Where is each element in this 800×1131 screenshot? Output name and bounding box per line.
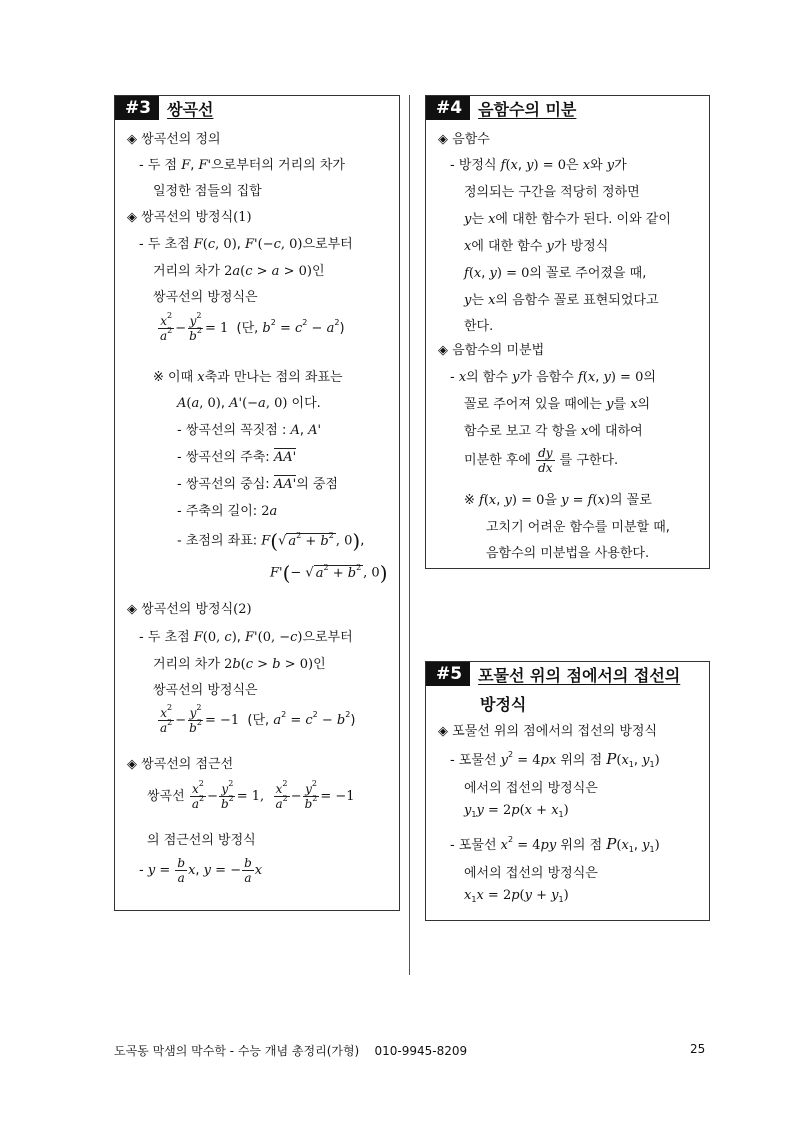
note-1: ※ 이때 x축과 만나는 점의 좌표는 — [153, 370, 343, 385]
section-hyperbola — [114, 95, 400, 911]
note-line-3: 음함수의 미분법을 사용한다. — [486, 546, 650, 561]
implicit-line-5: f(x, y) = 0의 꼴로 주어졌을 때, — [464, 266, 647, 281]
section-header — [426, 96, 576, 120]
column-divider — [409, 95, 410, 975]
method-line-3: 함수로 보고 각 항을 x에 대하여 — [464, 424, 643, 439]
section-number: #5 — [426, 662, 470, 686]
section-header — [115, 96, 213, 120]
def-line-1: - 두 점 F, F'으로부터의 거리의 차가 — [139, 158, 345, 173]
asymptote-line-3: - y = $\frac{b}{a}$ x, y = − $\frac{b}{a}$ x — [139, 856, 263, 885]
section-title-line-1: 포물선 위의 점에서의 접선의 — [478, 665, 681, 685]
implicit-line-2: 정의되는 구간을 적당히 정하면 — [464, 185, 640, 200]
def-heading: ◈ 쌍곡선의 정의 — [127, 132, 221, 147]
tangent-a-line-2: 에서의 접선의 방정식은 — [464, 781, 598, 796]
section-number: #4 — [426, 96, 470, 120]
eq1-line-3: 쌍곡선의 방정식은 — [153, 290, 258, 305]
eq2-line-3: 쌍곡선의 방정식은 — [153, 683, 258, 698]
implicit-heading: ◈ 음함수 — [438, 132, 490, 147]
tangent-b-line-1: - 포물선 $x^2 = 4py$ 위의 점 $P(x_1$, $y_1$) — [450, 835, 660, 854]
section-implicit-differentiation — [425, 95, 710, 569]
method-line-4: 미분한 후에 $\frac{dy}{dx}$ 를 구한다. — [464, 446, 619, 475]
eq2-formula: $\frac{x^2}{a^2}$ − $\frac{y^2}{b^2}$ = −1 (단, $a^2 = c^2 - b^2$) — [160, 703, 356, 735]
eq2-line-1: - 두 초점 F(0, c), F'(0, −c)으로부터 — [139, 630, 353, 645]
note-1-points: A(a, 0), A'(−a, 0) 이다. — [177, 396, 321, 411]
note-line-1: ※ f(x, y) = 0을 y = f(x)의 꼴로 — [464, 493, 652, 508]
tangent-b-line-2: 에서의 접선의 방정식은 — [464, 866, 598, 881]
focus-line-2: F'(− √ $a^2 + b^2$ , 0) — [270, 561, 388, 585]
asymptote-line-2: 의 점근선의 방정식 — [147, 833, 256, 848]
eq1-line-1: - 두 초점 F(c, 0), F'(−c, 0)으로부터 — [139, 237, 353, 252]
axis-line: - 쌍곡선의 주축: AA' — [177, 450, 297, 465]
tangent-heading: ◈ 포물선 위의 점에서의 접선의 방정식 — [438, 724, 658, 739]
footer-text: 도곡동 막샘의 막수학 - 수능 개념 총정리(가형) 010-9945-8209 — [114, 1044, 468, 1058]
tangent-b-line-3: $x_1x = 2p(y + y_1)$ — [464, 888, 569, 904]
eq2-line-2: 거리의 차가 2b(c > b > 0)인 — [153, 657, 326, 672]
eq2-heading: ◈ 쌍곡선의 방정식(2) — [127, 602, 252, 617]
focus-line-1: - 초점의 좌표: F(√ $a^2 + b^2$ , 0), — [177, 529, 365, 553]
section-number: #3 — [115, 96, 159, 120]
implicit-method-heading: ◈ 음함수의 미분법 — [438, 343, 545, 358]
page-number: 25 — [690, 1042, 706, 1056]
eq1-heading: ◈ 쌍곡선의 방정식(1) — [127, 210, 252, 225]
section-parabola-tangent — [425, 661, 710, 921]
tangent-a-line-1: - 포물선 $y^2 = 4px$ 위의 점 $P(x_1$, $y_1$) — [450, 750, 660, 769]
section-header — [426, 662, 680, 686]
implicit-line-4: x에 대한 함수 y가 방정식 — [464, 239, 609, 254]
eq1-line-2: 거리의 차가 2a(c > a > 0)인 — [153, 264, 325, 279]
vertex-line: - 쌍곡선의 꼭짓점 : A, A' — [177, 423, 322, 438]
implicit-line-6: y는 x의 음함수 꼴로 표현되었다고 — [464, 293, 659, 308]
note-line-2: 고치기 어려운 함수를 미분할 때, — [486, 520, 670, 535]
section-title: 음함수의 미분 — [478, 99, 577, 119]
asymptote-heading: ◈ 쌍곡선의 점근선 — [127, 757, 234, 772]
tangent-a-line-3: $y_1y = 2p(x + x_1)$ — [464, 803, 569, 819]
axis-length-line: - 주축의 길이: 2a — [177, 504, 278, 519]
asymptote-line-1: 쌍곡선 $\frac{x^2}{a^2}$ − $\frac{y^2}{b^2}$ = 1, $\frac{x^2}{a^2}$ − $\frac{y^2}{b^2}$ = −1 — [147, 779, 355, 811]
implicit-line-3: y는 x에 대한 함수가 된다. 이와 같이 — [464, 212, 671, 227]
implicit-line-1: - 방정식 f(x, y) = 0은 x와 y가 — [450, 158, 627, 173]
def-line-2: 일정한 점들의 집합 — [153, 184, 262, 199]
implicit-line-7: 한다. — [464, 319, 494, 334]
center-line: - 쌍곡선의 중심: AA'의 중점 — [177, 477, 338, 492]
section-title-line-2: 방정식 — [480, 695, 527, 714]
eq1-formula: $\frac{x^2}{a^2}$ − $\frac{y^2}{b^2}$ = 1 (단, $b^2 = c^2 - a^2$) — [160, 311, 345, 343]
method-line-1: - x의 함수 y가 음함수 f(x, y) = 0의 — [450, 370, 656, 385]
method-line-2: 꼴로 주어져 있을 때에는 y를 x의 — [464, 397, 651, 412]
section-title: 쌍곡선 — [167, 99, 214, 119]
